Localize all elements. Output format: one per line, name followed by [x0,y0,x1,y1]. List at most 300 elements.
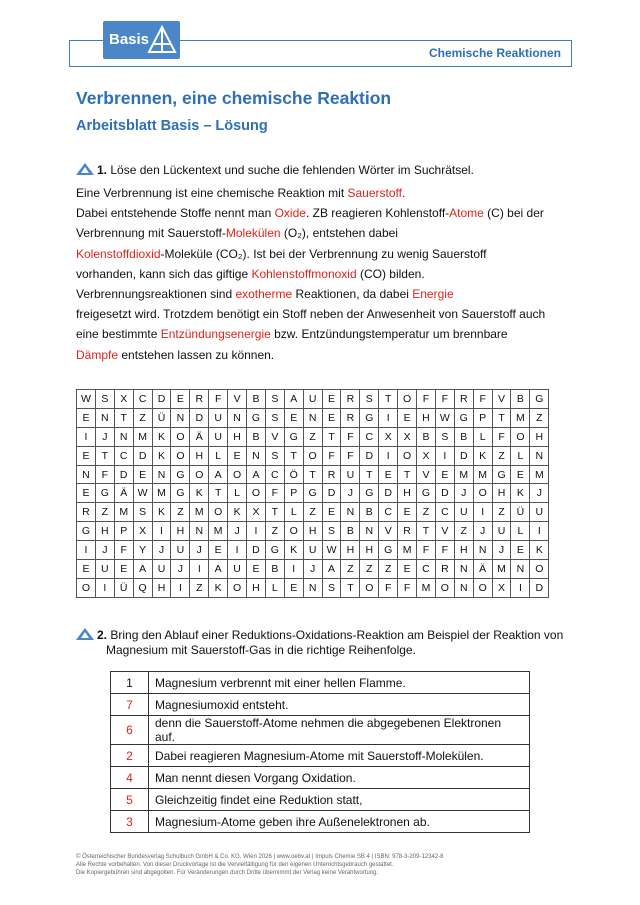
grid-cell: X [417,446,436,465]
footer-line: Die Kopiergebühren sind abgegolten. Für Veränderungen durch Dritte übernimmt der Verlag keine Verantwortung. [76,870,379,876]
grid-cell: F [379,578,398,597]
grid-cell: E [284,408,303,427]
sequence-text: Gleichzeitig findet eine Reduktion statt, [149,789,530,811]
grid-cell: O [190,465,209,484]
grid-cell: F [209,390,228,409]
grid-cell: R [398,522,417,541]
grid-cell: M [511,408,530,427]
grid-cell: E [398,503,417,522]
grid-cell: A [284,390,303,409]
grid-cell: D [379,484,398,503]
grid-cell: U [95,560,114,579]
grid-cell: S [435,427,454,446]
grid-cell: W [322,541,341,560]
header-title: Chemische Reaktionen [428,46,561,60]
cloze-segment: Eine Verbrennung ist eine chemische Reaktion mit [76,186,348,200]
sequence-number: 3 [111,811,149,833]
grid-cell: M [209,522,228,541]
grid-cell: H [454,541,473,560]
grid-cell: E [322,390,341,409]
grid-cell: X [133,522,152,541]
grid-row [77,465,549,484]
grid-cell: H [341,541,360,560]
grid-cell: H [247,578,266,597]
grid-cell: J [454,484,473,503]
grid-cell: M [398,541,417,560]
task2-text-line2: Magnesium mit Sauerstoff-Gas in die richtige Reihenfolge. [106,643,416,657]
grid-cell: Z [492,503,511,522]
sequence-number: 7 [111,694,149,716]
grid-cell: V [435,522,454,541]
sequence-number: 5 [111,789,149,811]
grid-cell: F [435,541,454,560]
grid-cell: K [190,484,209,503]
sequence-row [111,811,530,833]
grid-cell: B [265,560,284,579]
grid-cell: V [379,522,398,541]
grid-cell: E [133,465,152,484]
cloze-segment: eine bestimmte [76,327,161,342]
logo-text: Basis [109,31,150,48]
grid-cell: J [303,560,322,579]
grid-cell: G [492,465,511,484]
grid-cell: E [511,541,530,560]
footer [76,853,576,877]
grid-cell: D [322,484,341,503]
page-title: Verbrennen, eine chemische Reaktion [76,88,392,108]
grid-cell: H [303,522,322,541]
grid-cell: B [417,427,436,446]
grid-row [77,408,549,427]
grid-cell: Z [360,560,379,579]
grid-cell: I [511,578,530,597]
grid-cell: B [247,427,266,446]
grid-cell: G [171,465,190,484]
difficulty-triangle-icon [76,628,94,640]
answer-word: exotherme [235,287,293,302]
grid-cell: O [228,465,247,484]
sequence-row [111,745,530,767]
footer-line: © Österreichischer Bundesverlag Schulbuch GmbH & Co. KG, Wien 2026 | www.oebv.at | Impuls Chemie SB 4 | ISBN: 978-3-209-12342-8 [76,854,444,860]
grid-cell: N [530,446,549,465]
task2-instruction [76,628,576,658]
cloze-segment: . [401,186,406,200]
sequence-number: 2 [111,745,149,767]
task2-number: 2. [97,628,108,642]
grid-cell: N [360,522,379,541]
grid-cell: L [228,484,247,503]
answer-word: Kolenstoffdioxid [76,246,161,261]
grid-cell: T [265,503,284,522]
grid-cell: L [265,578,284,597]
answer-word: Dämpfe [76,347,119,362]
grid-cell: V [492,390,511,409]
grid-cell: C [417,560,436,579]
grid-cell: R [77,503,96,522]
grid-row [77,446,549,465]
grid-cell: B [247,390,266,409]
grid-row [77,390,549,409]
grid-cell: T [492,408,511,427]
grid-cell: T [341,578,360,597]
grid-cell: K [228,503,247,522]
sequence-row [111,716,530,745]
sequence-text: Magnesium-Atome geben ihre Außenelektronen ab. [149,811,530,833]
sequence-row [111,789,530,811]
grid-cell: O [435,578,454,597]
grid-cell: H [190,446,209,465]
grid-cell: F [265,484,284,503]
cloze-segment: (C) bei der [483,206,544,221]
grid-cell: E [284,578,303,597]
task1-number: 1. [97,163,108,177]
grid-cell: G [247,408,266,427]
task1-instruction [76,163,474,177]
grid-cell: J [530,484,549,503]
grid-cell: N [95,408,114,427]
grid-cell: Ö [284,465,303,484]
grid-cell: B [360,503,379,522]
sequence-text: Magnesiumoxid entsteht. [149,694,530,716]
grid-cell: E [77,446,96,465]
grid-cell: U [341,465,360,484]
grid-cell: Z [190,578,209,597]
cloze-segment: Verbrennung mit Sauerstoff- [76,226,226,241]
difficulty-triangle-icon [76,163,94,175]
grid-cell: C [265,465,284,484]
grid-cell: O [284,522,303,541]
grid-cell: K [152,503,171,522]
grid-cell: N [473,541,492,560]
grid-cell: O [303,446,322,465]
cloze-segment: (CO) bilden. [356,266,425,281]
grid-cell: E [247,560,266,579]
grid-cell: T [379,390,398,409]
grid-cell: S [133,503,152,522]
grid-row [77,522,549,541]
sequence-number: 4 [111,767,149,789]
answer-word: Molekülen [225,226,281,241]
grid-cell: X [398,427,417,446]
grid-cell: I [95,578,114,597]
grid-cell: X [492,578,511,597]
grid-cell: E [398,560,417,579]
grid-cell: N [77,465,96,484]
grid-cell: T [209,484,228,503]
grid-cell: F [417,390,436,409]
grid-cell: O [473,484,492,503]
grid-cell: I [530,522,549,541]
grid-cell: U [171,541,190,560]
grid-cell: E [398,408,417,427]
grid-cell: O [209,503,228,522]
cloze-segment: . ZB reagieren Kohlenstoff- [305,206,450,221]
grid-cell: Z [454,522,473,541]
grid-cell: T [322,427,341,446]
grid-cell: U [152,560,171,579]
grid-cell: I [77,427,96,446]
grid-cell: T [95,446,114,465]
grid-cell: S [95,390,114,409]
grid-cell: S [322,522,341,541]
grid-cell: D [190,408,209,427]
grid-cell: M [133,427,152,446]
grid-cell: H [398,484,417,503]
grid-cell: R [435,560,454,579]
grid-cell: R [190,390,209,409]
cloze-segment: Verbrennungsreaktionen sind [76,287,236,302]
grid-cell: S [265,408,284,427]
grid-cell: C [114,446,133,465]
grid-cell: Ä [190,427,209,446]
grid-cell: G [284,427,303,446]
grid-cell: E [322,408,341,427]
grid-cell: J [341,484,360,503]
grid-cell: E [209,541,228,560]
grid-cell: Z [133,408,152,427]
grid-cell: T [114,408,133,427]
grid-cell: B [341,522,360,541]
grid-cell: H [228,427,247,446]
grid-cell: K [209,578,228,597]
grid-cell: O [171,446,190,465]
grid-cell: I [190,560,209,579]
grid-cell: J [95,541,114,560]
grid-cell: Ü [114,578,133,597]
grid-cell: O [360,578,379,597]
cloze-segment: vorhanden, kann sich das giftige [76,266,252,281]
sequence-text: Man nennt diesen Vorgang Oxidation. [149,767,530,789]
grid-cell: D [454,446,473,465]
grid-cell: G [303,484,322,503]
grid-cell: E [322,503,341,522]
grid-cell: I [284,560,303,579]
grid-cell: Z [303,503,322,522]
grid-cell: N [341,503,360,522]
grid-cell: I [77,541,96,560]
grid-cell: J [152,541,171,560]
grid-cell: E [77,560,96,579]
grid-cell: Z [379,560,398,579]
grid-cell: G [265,541,284,560]
grid-cell: S [360,390,379,409]
grid-cell: D [530,578,549,597]
grid-cell: H [417,408,436,427]
grid-cell: U [492,522,511,541]
sequence-text: Magnesium verbrennt mit einer hellen Flamme. [149,672,530,694]
grid-cell: H [171,522,190,541]
grid-row [77,541,549,560]
grid-cell: J [190,541,209,560]
grid-cell: W [77,390,96,409]
grid-cell: P [114,522,133,541]
grid-cell: C [133,390,152,409]
grid-cell: M [473,465,492,484]
grid-cell: H [152,578,171,597]
grid-cell: A [322,560,341,579]
grid-cell: W [435,408,454,427]
grid-cell: O [247,484,266,503]
grid-cell: M [114,503,133,522]
grid-cell: N [228,408,247,427]
cloze-text [76,183,576,365]
grid-cell: O [77,578,96,597]
grid-cell: S [322,578,341,597]
grid-cell: M [417,578,436,597]
grid-cell: I [379,446,398,465]
grid-cell: P [284,484,303,503]
page-subtitle: Arbeitsblatt Basis – Lösung [76,118,268,134]
footer-line: Alle Rechte vorbehalten. Von dieser Druckvorlage ist die Vervielfältigung für den eigenen Unterrichtsgebrauch gestattet. [76,862,394,868]
grid-cell: Z [530,408,549,427]
grid-cell: C [435,503,454,522]
grid-cell: G [454,408,473,427]
grid-cell: Z [341,560,360,579]
grid-cell: J [171,560,190,579]
grid-cell: L [511,446,530,465]
grid-cell: Z [265,522,284,541]
grid-cell: S [265,390,284,409]
grid-cell: T [398,465,417,484]
grid-cell: K [152,427,171,446]
grid-cell: F [473,390,492,409]
grid-cell: I [228,541,247,560]
sequence-row [111,767,530,789]
grid-cell: O [398,390,417,409]
grid-cell: F [341,427,360,446]
answer-word: Energie [412,287,454,302]
grid-cell: X [247,503,266,522]
grid-cell: F [114,541,133,560]
grid-cell: P [473,408,492,427]
cloze-segment: entstehen lassen zu können. [118,347,275,362]
sequence-text: denn die Sauerstoff-Atome nehmen die abgegebenen Elektronen auf. [149,716,530,745]
grid-cell: F [492,427,511,446]
grid-cell: O [511,427,530,446]
grid-cell: Z [95,503,114,522]
grid-cell: M [190,503,209,522]
grid-cell: M [454,465,473,484]
grid-cell: T [417,522,436,541]
grid-cell: Ä [114,484,133,503]
grid-cell: L [511,522,530,541]
grid-cell: L [473,427,492,446]
grid-cell: I [247,522,266,541]
grid-cell: V [417,465,436,484]
grid-cell: E [435,465,454,484]
grid-cell: Q [133,578,152,597]
grid-cell: H [360,541,379,560]
grid-cell: D [247,541,266,560]
grid-cell: O [171,427,190,446]
grid-cell: X [379,427,398,446]
grid-cell: N [114,427,133,446]
grid-row [77,484,549,503]
grid-cell: V [228,390,247,409]
grid-row [77,503,549,522]
grid-cell: E [379,465,398,484]
grid-cell: U [209,427,228,446]
grid-cell: I [379,408,398,427]
grid-cell: A [209,560,228,579]
grid-cell: B [511,390,530,409]
grid-cell: I [152,522,171,541]
grid-cell: K [284,541,303,560]
grid-cell: E [511,465,530,484]
grid-cell: G [417,484,436,503]
answer-word: Atome [449,206,484,221]
grid-cell: D [360,446,379,465]
grid-cell: R [322,465,341,484]
grid-cell: I [473,503,492,522]
cloze-segment: freigesetzt wird. Trotzdem benötigt ein Stoff neben der Anwesenheit von Sauerstoff auch [76,307,546,322]
sequence-row [111,694,530,716]
logo-mark-icon [147,25,177,55]
grid-cell: K [511,484,530,503]
sequence-number: 1 [111,672,149,694]
grid-cell: V [265,427,284,446]
grid-cell: U [530,503,549,522]
grid-cell: E [228,446,247,465]
grid-cell: J [95,427,114,446]
grid-cell: R [454,390,473,409]
grid-cell: H [492,484,511,503]
grid-cell: K [473,446,492,465]
word-search-grid [76,389,549,598]
grid-cell: K [530,541,549,560]
grid-cell: D [152,390,171,409]
grid-cell: M [152,484,171,503]
grid-cell: U [228,560,247,579]
answer-word: Entzündungsenergie [160,327,271,342]
grid-cell: N [171,408,190,427]
grid-cell: O [398,446,417,465]
grid-cell: Z [492,446,511,465]
cloze-segment: Reaktionen, da dabei [292,287,413,302]
cloze-segment: (O₂), entstehen dabei [280,226,398,241]
grid-cell: F [322,446,341,465]
answer-word: Kohlenstoffmonoxid [251,266,357,281]
grid-cell: A [247,465,266,484]
grid-cell: N [303,408,322,427]
grid-cell: T [360,465,379,484]
grid-cell: G [379,541,398,560]
grid-cell: N [152,465,171,484]
grid-cell: J [492,541,511,560]
grid-cell: U [454,503,473,522]
grid-cell: H [530,427,549,446]
grid-cell: R [341,390,360,409]
sequence-table [110,671,530,833]
answer-word: Sauerstoff [347,186,402,200]
grid-cell: E [77,408,96,427]
grid-cell: D [435,484,454,503]
grid-cell: M [492,560,511,579]
grid-row [77,427,549,446]
cloze-segment: Dabei entstehende Stoffe nennt man [76,206,275,221]
grid-cell: E [77,484,96,503]
cloze-segment: -Moleküle (CO₂). Ist bei der Verbrennung zu wenig Sauerstoff [160,246,487,261]
grid-cell: Z [303,427,322,446]
grid-cell: Z [417,503,436,522]
grid-cell: J [228,522,247,541]
grid-cell: K [152,446,171,465]
grid-cell: Ä [473,560,492,579]
grid-cell: O [473,578,492,597]
grid-cell: G [95,484,114,503]
basis-logo [103,21,180,59]
grid-cell: I [435,446,454,465]
